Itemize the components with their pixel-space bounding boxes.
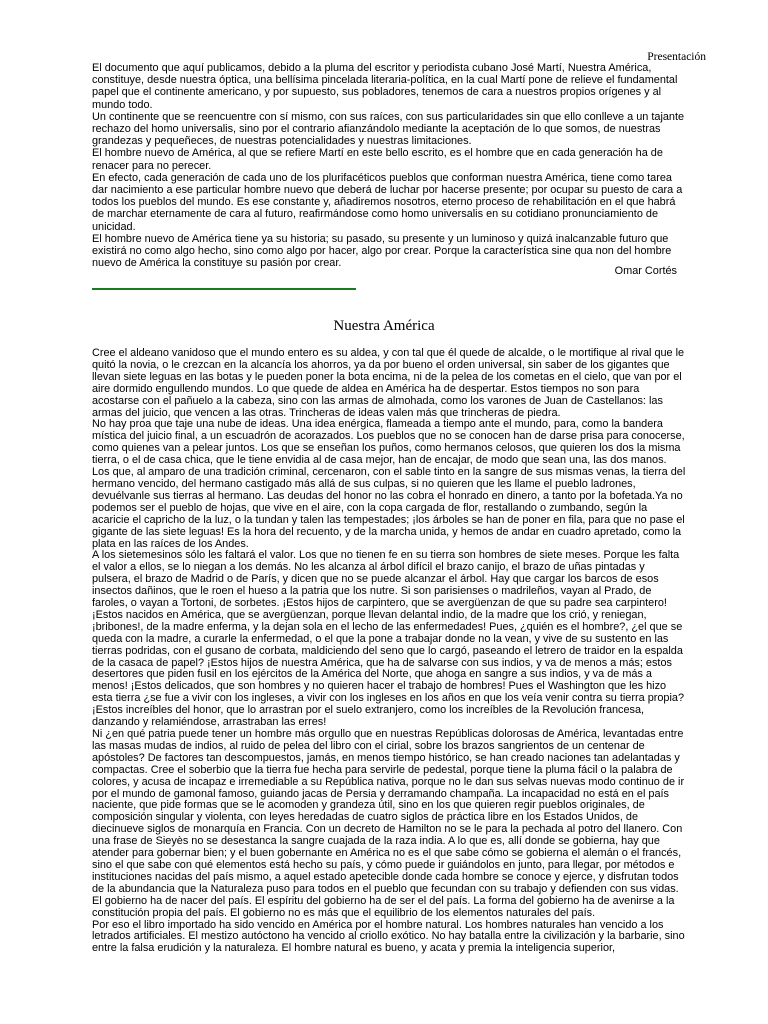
intro-paragraph: El documento que aquí publicamos, debido a la pluma del escritor y periodista cubano José Martí, Nuestra América, constituye, desde nuestra óptica, una bellísima pincelada literaria-política, en la cual Martí pone de relieve el fundamental papel que el continente americano, y por supuesto, sus pobladores, tenemos de cara a nuestros propios orígenes y al mundo todo. bbox=[92, 62, 678, 111]
essay-paragraph: Cree el aldeano vanidoso que el mundo entero es su aldea, y con tal que él quede de alcalde, o le mortifique al rival que le quitó la novia, o le crezcan en la alcancía los ahorros, ya da por bueno el orden universal, sin saber de los gigantes que llevan siete leguas en las botas y le pueden poner la bota encima, ni de la pelea de los cometas en el cielo, que van por el aire dormido engullendo mundos. Lo que quede de aldea en América ha de despertar. Estos tiempos no son para acostarse con el pañuelo a la cabeza, sino con las armas de almohada, como los varones de Juan de Castellanos: las armas del juicio, que vencen a las otras. Trincheras de ideas valen más que trincheras de piedra. bbox=[92, 347, 685, 419]
page-header-label: Presentación bbox=[647, 51, 706, 63]
intro-paragraph: Un continente que se reencuentre con sí mismo, con sus raíces, con sus particularidades sin que ello conlleve a un tajante rechazo del homo universalis, sino por el contrario afianzándolo mediante la aceptación de lo que somos, de nuestras grandezas y pequeñeces, de nuestras potencialidades y nuestras limitaciones. bbox=[92, 110, 685, 148]
intro-paragraph: El hombre nuevo de América tiene ya su historia; su pasado, su presente y un luminoso y quizá inalcanzable futuro que existirá no como algo hecho, sino como algo por hacer, algo por crear. Porque la característica sine qua non del hombre nuevo de América la constituye su pasión por crear. bbox=[92, 232, 672, 270]
intro-paragraph: El hombre nuevo de América, al que se refiere Martí en este bello escrito, es el hombre que en cada generación ha de renacer para no perecer. bbox=[92, 147, 663, 172]
essay-paragraph: Ni ¿en qué patria puede tener un hombre más orgullo que en nuestras Repúblicas dolorosas de América, levantadas entre las masas mudas de indios, al ruido de pelea del libro con el cirial, sobre los brazos sangrientos de un centenar de apóstoles? De factores tan descompuestos, jamás, en menos tiempo histórico, se han creado naciones tan adelantadas y compactas. Cree el soberbio que la tierra fue hecha para servirle de pedestal, porque tiene la pluma fácil o la palabra de colores, y acusa de incapaz e irremediable a su República nativa, porque no le dan sus selvas nuevas modo continuo de ir por el mundo de gamonal famoso, guiando jacas de Persia y derramando champaña. La incapacidad no está en el país naciente, que pide formas que se le acomoden y grandeza útil, sino en los que quieren regir pueblos originales, de composición singular y violenta, con leyes heredadas de cuatro siglos de práctica libre en los Estados Unidos, de diecinueve siglos de monarquía en Francia. Con un decreto de Hamilton no se le para la pechada al potro del llanero. Con una frase de Sieyès no se desestanca la sangre cuajada de la raza india. A lo que es, allí donde se gobierna, hay que atender para gobernar bien; y el buen gobernante en América no es el que sabe cómo se gobierna el alemán o el francés, sino el que sabe con qué elementos está hecho su país, y cómo puede ir guiándolos en junto, para llegar, por métodos e instituciones nacidas del país mismo, a aquel estado apetecible donde cada hombre se conoce y ejerce, y disfrutan todos de la abundancia que la Naturaleza puso para todos en el pueblo que fecundan con su trabajo y defienden con sus vidas. El gobierno ha de nacer del país. El espíritu del gobierno ha de ser el del país. La forma del gobierno ha de avenirse a la constitución propia del país. El gobierno no es más que el equilibrio de los elementos naturales del país. bbox=[92, 728, 685, 919]
essay-paragraph: A los sietemesinos sólo les faltará el valor. Los que no tienen fe en su tierra son hombres de siete meses. Porque les falta el valor a ellos, se lo niegan a los demás. No les alcanza al árbol difícil el brazo canijo, el brazo de uñas pintadas y pulsera, el brazo de Madrid o de París, y dicen que no se puede alcanzar el árbol. Hay que cargar los barcos de esos insectos dañinos, que le roen el hueso a la patria que los nutre. Si son parisienses o madrileños, vayan al Prado, de faroles, o vayan a Tortoni, de sorbetes. ¡Estos hijos de carpintero, que se avergüenzan de que su padre sea carpintero! ¡Estos nacidos en América, que se avergüenzan, porque llevan delantal indio, de la madre que los crió, y reniegan, ¡bribones!, de la madre enferma, y la dejan sola en el lecho de las enfermedades! Pues, ¿quién es el hombre?, ¿el que se queda con la madre, a curarle la enfermedad, o el que la pone a trabajar donde no la vean, y vive de su sustento en las tierras podridas, con el gusano de corbata, maldiciendo del seno que lo cargó, paseando el letrero de traidor en la espalda de la casaca de papel? ¡Estos hijos de nuestra América, que ha de salvarse con sus indios, y va de menos a más; estos desertores que piden fusil en los ejércitos de la América del Norte, que ahoga en sangre a sus indios, y va de más a menos! ¡Estos delicados, que son hombres y no quieren hacer el trabajo de hombres! Pues el Washington que les hizo esta tierra ¿se fue a vivir con los ingleses, a vivir con los ingleses en los años en que los veía venir contra su tierra propia? ¡Estos increíbles del honor, que lo arrastran por el suelo extranjero, como los increíbles de la Revolución francesa, danzando y relamiéndose, arrastraban las erres! bbox=[92, 549, 685, 729]
intro-section bbox=[92, 62, 686, 269]
essay-title: Nuestra América bbox=[333, 318, 435, 334]
section-divider bbox=[92, 288, 356, 290]
intro-paragraph: En efecto, cada generación de cada uno de los plurifacéticos pueblos que conforman nuestra América, tiene como tarea dar nacimiento a ese particular hombre nuevo que deberá de luchar por hacerse presente; por ocupar su puesto de cara a todos los pueblos del mundo. Es ese constante y, añadiremos nosotros, eterno proceso de rehabilitación en el que habrá de marchar eternamente de cara al futuro, reafirmándose como homo universalis en su cotidiano pronunciamiento de unicidad. bbox=[92, 171, 683, 233]
essay-paragraph: No hay proa que taje una nube de ideas. Una idea enérgica, flameada a tiempo ante el mundo, para, como la bandera mística del juicio final, a un escuadrón de acorazados. Los pueblos que no se conocen han de darse prisa para conocerse, como quienes van a pelear juntos. Los que se enseñan los puños, como hermanos celosos, que quieren los dos la misma tierra, o el de casa chica, que le tiene envidia al de casa mejor, han de encajar, de modo que sean una, las dos manos. Los que, al amparo de una tradición criminal, cercenaron, con el sable tinto en la sangre de sus mismas venas, la tierra del hermano vencido, del hermano castigado más allá de sus culpas, si no quieren que les llame el pueblo ladrones, devuélvanle sus tierras al hermano. Las deudas del honor no las cobra el honrado en dinero, a tanto por la bofetada.Ya no podemos ser el pueblo de hojas, que vive en el aire, con la copa cargada de flor, restallando o zumbando, según la acaricie el capricho de la luz, o la tundan y talen las tempestades; ¡los árboles se han de poner en fila, para que no pase el gigante de las siete leguas! Es la hora del recuento, y de la marcha unida, y hemos de andar en cuadro apretado, como la plata en las raíces de los Andes. bbox=[92, 418, 686, 550]
intro-signature: Omar Cortés bbox=[614, 265, 677, 277]
essay-paragraph: Por eso el libro importado ha sido vencido en América por el hombre natural. Los hombres naturales han vencido a los letrados artificiales. El mestizo autóctono ha vencido al criollo exótico. No hay batalla entre la civilización y la barbarie, sino entre la falsa erudición y la naturaleza. El hombre natural es bueno, y acata y premia la inteligencia superior, bbox=[92, 918, 685, 955]
essay-body bbox=[92, 348, 686, 955]
